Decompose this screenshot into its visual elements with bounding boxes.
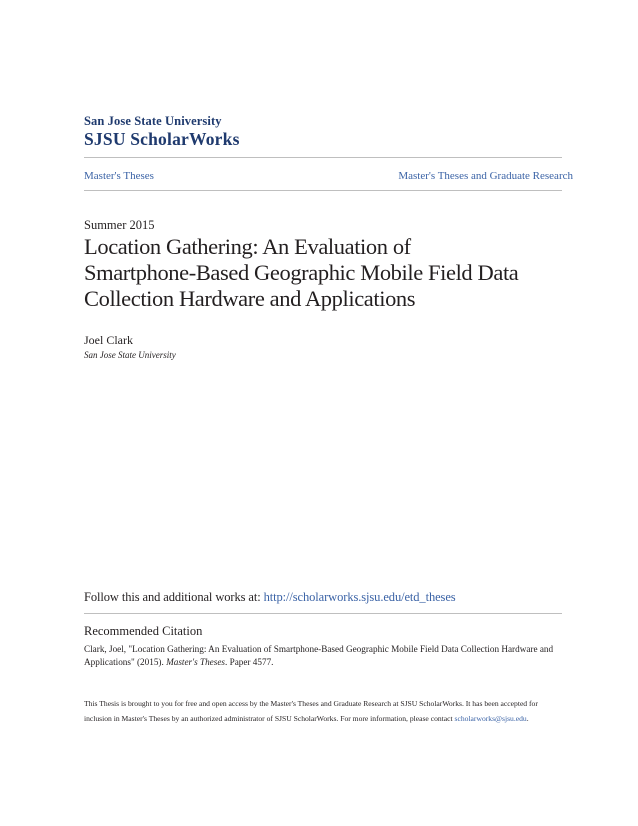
nav-divider: [84, 190, 562, 191]
follow-divider: [84, 613, 562, 614]
citation-text-part1: Clark, Joel, "Location Gathering: An Evaluation of Smartphone-Based Geographic Mobile Field Data Collection Hardware and Applications" (2015).: [84, 644, 554, 667]
author-name: Joel Clark: [84, 333, 133, 347]
footer-notice: [84, 697, 562, 726]
follow-prefix: Follow this and additional works at:: [84, 590, 264, 604]
masters-theses-link[interactable]: Master's Theses: [84, 170, 154, 182]
recommended-citation-text: [84, 643, 562, 668]
title-line-2: Smartphone-Based Geographic Mobile Field Data: [84, 260, 519, 285]
citation-series: Master's Theses: [166, 656, 225, 667]
paper-title: [84, 234, 564, 312]
etd-theses-link[interactable]: http://scholarworks.sjsu.edu/etd_theses: [263, 590, 456, 604]
recommended-citation-heading: Recommended Citation: [84, 624, 203, 638]
title-line-3: Collection Hardware and Applications: [84, 286, 416, 311]
author-affiliation: San Jose State University: [84, 350, 176, 360]
contact-email-link[interactable]: scholarworks@sjsu.edu: [454, 713, 527, 723]
citation-text-part2: . Paper 4577.: [224, 656, 274, 667]
title-line-1: Location Gathering: An Evaluation of: [84, 234, 411, 259]
publication-date: Summer 2015: [84, 218, 155, 232]
repository-name: SJSU ScholarWorks: [84, 129, 240, 149]
follow-line: [84, 590, 456, 605]
masters-theses-graduate-research-link[interactable]: Master's Theses and Graduate Research: [398, 170, 573, 182]
institution-name: San Jose State University: [84, 114, 222, 128]
footer-text: This Thesis is brought to you for free and open access by the Master's Theses and Graduate Research at SJSU ScholarWorks. It has been accepted for inclusion in Master's Theses by an authorized administrator of SJSU ScholarWorks. For more information, please contact: [84, 699, 538, 723]
header-divider: [84, 157, 562, 158]
footer-end: .: [526, 713, 529, 723]
